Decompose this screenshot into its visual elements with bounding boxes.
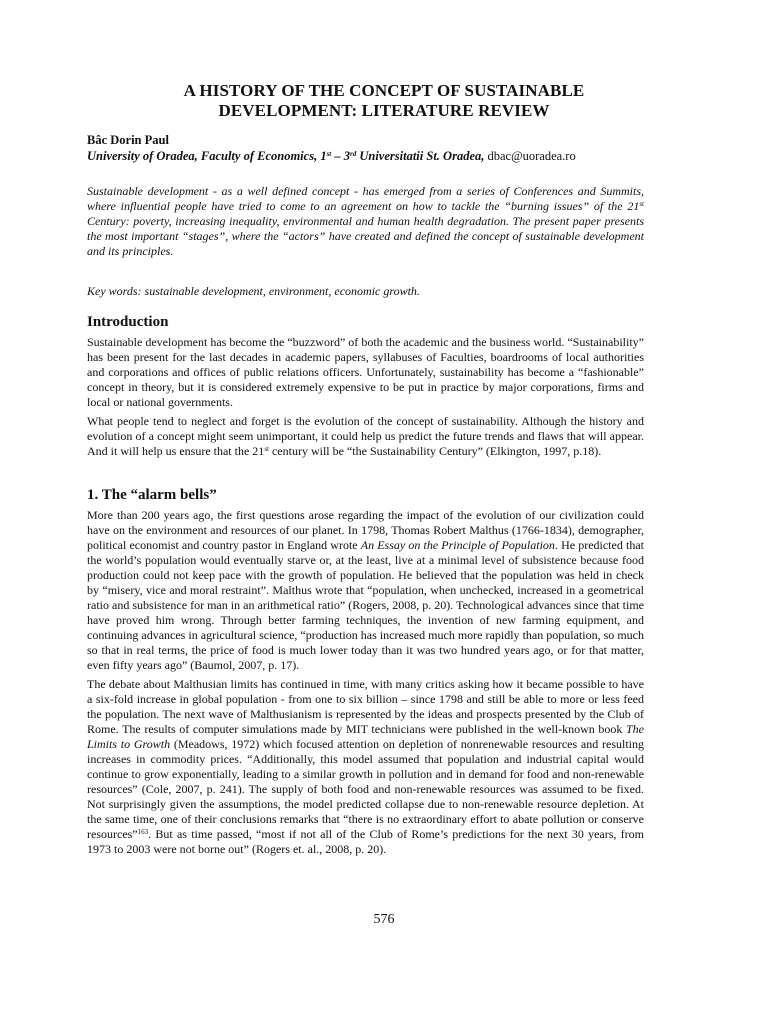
paragraph: Sustainable development has become the “buzzword” of both the academic and the business world. “Sustainability” has been present for the last decades in academic papers, syllabuses of Faculties, boardrooms of local authorities and corporations and offices of public relations officers. Unfortunately, sustainability has become a “fashionable” concept in theory, but it is considered extremely expensive to be put in practice by major corporations, firms and local or national governments. xyxy=(87,335,644,409)
abstract: Sustainable development - as a well defined concept - has emerged from a series of Conferences and Summits, where influential people have tried to come to an agreement on how to tackle the “burning issues” of the 21st Century: poverty, increasing inequality, environmental and human health degradation. The present paper presents the most important “stages”, where the “actors” have created and defined the concept of sustainable development and its principles. xyxy=(87,184,644,258)
keywords: Key words: sustainable development, environment, economic growth. xyxy=(87,284,420,298)
section-1-body xyxy=(87,508,644,857)
institution: University of Oradea, Faculty of Economics, 1st – 3rd Universitatii St. Oradea, xyxy=(87,149,485,163)
paragraph: What people tend to neglect and forget is the evolution of the concept of sustainability. Although the history and evolution of a concept might seem unimportant, it could help us predict the future trends and flaws that will appear. And it will help us ensure that the 21st century will be “the Sustainability Century” (Elkington, 1997, p.18). xyxy=(87,414,644,458)
introduction-heading: Introduction xyxy=(87,314,169,330)
book-title: The Limits to Growth xyxy=(87,722,644,751)
author-email[interactable]: dbac@uoradea.ro xyxy=(484,149,576,163)
title-line-1: A HISTORY OF THE CONCEPT OF SUSTAINABLE xyxy=(183,81,585,100)
paragraph: More than 200 years ago, the first questions arose regarding the impact of the evolution of our civilization could have on the environment and resources of our planet. In 1798, Thomas Robert Malthus (1766-1834), demographer, political economist and country pastor in England wrote An Essay on the Principle of Population. He predicted that the world’s population would eventually starve or, at the least, live at a minimal level of subsistence because food production could not keep pace with the growth of population. He believed that the population was held in check by “misery, vice and moral restraint”. Malthus wrote that “population, when unchecked, increased in a geometrical ratio and subsistence for man in an arithmetical ratio” (Rogers, 2008, p. 20). Technological advances since that time have proved him wrong. Through better farming techniques, the invention of new farming equipment, and continuing advances in agricultural science, “production has increased much more rapidly than population, so much so that in real terms, the price of food is much lower today than it was two hundred years ago, or for that matter, even fifty years ago” (Baumol, 2007, p. 17). xyxy=(87,508,644,672)
introduction-body xyxy=(87,335,644,459)
page-number: 576 xyxy=(373,912,395,927)
book-title: An Essay on the Principle of Population xyxy=(360,538,555,552)
author-name: Bâc Dorin Paul xyxy=(87,133,169,147)
section-1-heading: 1. The “alarm bells” xyxy=(87,487,217,503)
footnote-ref: 163 xyxy=(137,828,149,836)
affiliation xyxy=(87,149,576,164)
paper-title xyxy=(120,81,648,121)
paragraph: The debate about Malthusian limits has continued in time, with many critics asking how it became possible to have a six-fold increase in global population - from one to six billion – since 1798 and still be able to more or less feed the population. The next wave of Malthusianism is represented by the ideas and prospects presented by the Club of Rome. The results of computer simulations made by MIT technicians were published in the well-known book The Limits to Growth (Meadows, 1972) which focused attention on depletion of nonrenewable resources and resulting increases in commodity prices. “Additionally, this model assumed that population and industrial capital would continue to grow exponentially, leading to a similar growth in pollution and in demand for food and non-renewable resources” (Cole, 2007, p. 241). The supply of both food and non-renewable resources was assumed to be fixed. Not surprisingly given the assumptions, the model predicted collapse due to non-renewable resource depletion. At the same time, one of their conclusions remarks that “there is no extraordinary effort to abate pollution or conserve resources”$^{163}$. But as time passed, “most if not all of the Club of Rome’s predictions for the next 30 years, from 1973 to 2003 were not borne out” (Rogers et. al., 2008, p. 20). xyxy=(87,677,644,856)
title-line-2: DEVELOPMENT: LITERATURE REVIEW xyxy=(218,101,550,120)
